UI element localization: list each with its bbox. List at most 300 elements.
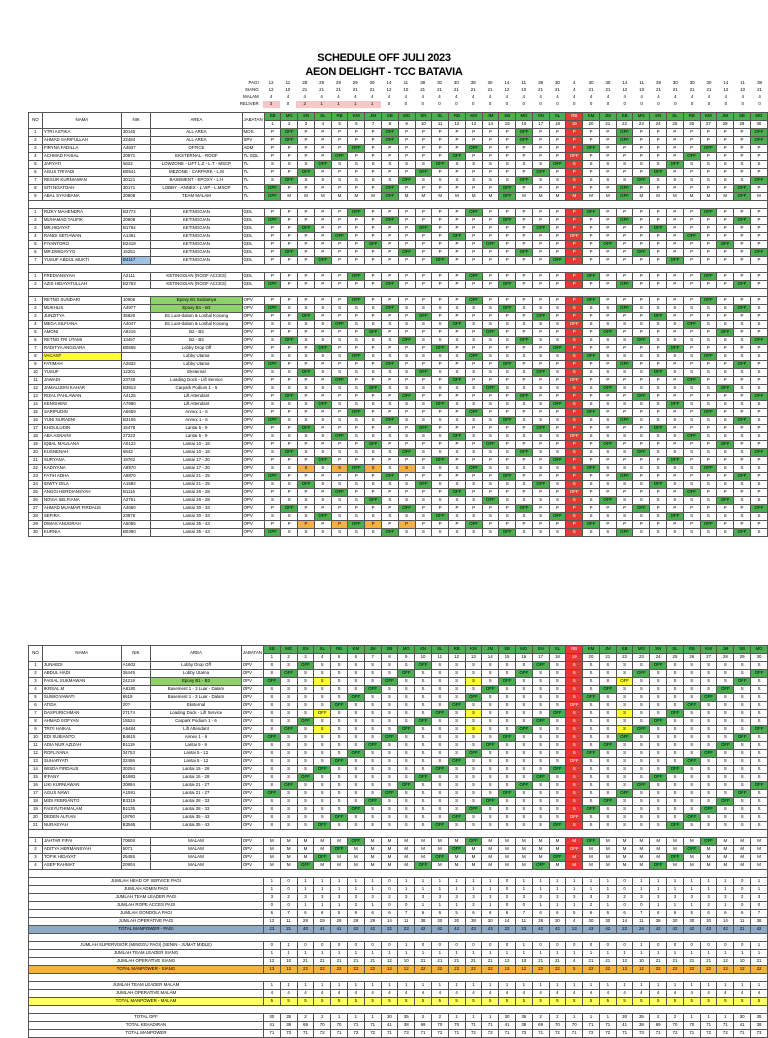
- summary-value: 10: [633, 958, 650, 966]
- shift-cell: S: [700, 774, 717, 782]
- row-jabatan: GDL: [242, 281, 264, 289]
- shift-cell: S: [566, 513, 583, 521]
- summary-value: 43: [700, 926, 717, 934]
- day-name-cell: KM: [583, 113, 600, 121]
- shift-cell: S: [280, 734, 297, 742]
- summary-value: 5: [650, 998, 667, 1006]
- shift-cell: S: [532, 305, 549, 313]
- shift-cell: P: [633, 241, 650, 249]
- shift-cell: P: [633, 257, 650, 265]
- shift-cell: OFF: [264, 217, 281, 225]
- shift-cell: M: [381, 862, 398, 870]
- shift-cell: P: [415, 377, 432, 385]
- shift-cell: M: [364, 846, 381, 854]
- row-area: Lobby Drop Off: [151, 345, 242, 353]
- shift-cell: P: [616, 241, 633, 249]
- summary-value: 3: [364, 894, 381, 902]
- shift-cell: OFF: [616, 129, 633, 137]
- shift-cell: S: [297, 710, 314, 718]
- day-name-cell: KM: [347, 646, 364, 654]
- date-cell: 18: [549, 654, 566, 662]
- shift-cell: S: [381, 702, 398, 710]
- shift-cell: S: [347, 702, 364, 710]
- summary-value: 42: [448, 926, 465, 934]
- summary-value: 38: [465, 918, 482, 926]
- shift-count-cell: 2: [296, 101, 313, 108]
- shift-cell: S: [599, 449, 616, 457]
- row-nama: AMONI: [42, 329, 121, 337]
- summary-value: 1: [448, 902, 465, 910]
- shift-cell: S: [482, 734, 499, 742]
- shift-cell: OFF: [264, 281, 281, 289]
- table-row: [29, 457, 768, 465]
- shift-cell: M: [482, 862, 499, 870]
- shift-cell: M: [566, 862, 583, 870]
- summary-value: 4: [683, 990, 700, 998]
- shift-count-cell: 0: [573, 101, 576, 107]
- shift-cell: S: [280, 694, 297, 702]
- shift-cell: OFF: [314, 457, 331, 465]
- summary-row: [29, 902, 768, 910]
- table-row: [29, 193, 768, 201]
- shift-cell: S: [750, 481, 767, 489]
- row-nik: A4125: [121, 393, 150, 401]
- shift-cell: S: [398, 798, 415, 806]
- shift-cell: P: [398, 425, 415, 433]
- shift-count-cell: 21: [453, 87, 459, 93]
- summary-value: 1: [482, 886, 499, 894]
- shift-cell: S: [549, 529, 566, 537]
- shift-cell: S: [465, 449, 482, 457]
- shift-cell: M: [583, 862, 600, 870]
- column-nama: NAMA: [42, 113, 121, 129]
- shift-cell: OFF: [599, 441, 616, 449]
- shift-cell: P: [381, 145, 398, 153]
- shift-cell: P: [465, 257, 482, 265]
- shift-cell: P: [298, 297, 315, 305]
- shift-cell: S: [616, 449, 633, 457]
- shift-cell: P: [633, 225, 650, 233]
- shift-cell: OFF: [465, 806, 482, 814]
- row-nik: 24219: [121, 678, 150, 686]
- summary-value: 2: [532, 1014, 549, 1022]
- shift-cell: S: [515, 822, 532, 830]
- summary-value: 1: [415, 982, 432, 990]
- shift-cell: S: [381, 798, 398, 806]
- shift-cell: P: [432, 409, 449, 417]
- day-name-cell: SB: [263, 646, 280, 654]
- shift-cell: P: [482, 313, 499, 321]
- shift-cell: S: [465, 798, 482, 806]
- row-nama: ABA ASNAINI: [42, 433, 121, 441]
- row-no: 24: [29, 481, 43, 489]
- shift-cell: P: [717, 257, 734, 265]
- shift-cell: P: [482, 409, 499, 417]
- shift-cell: S: [398, 686, 415, 694]
- shift-cell: P: [398, 313, 415, 321]
- shift-cell: S: [532, 513, 549, 521]
- blank-cell: [28, 80, 150, 87]
- shift-cell: M: [482, 846, 499, 854]
- summary-value: 35: [398, 1014, 415, 1022]
- shift-cell: OFF: [616, 217, 633, 225]
- summary-value: 3: [515, 894, 532, 902]
- shift-cell: P: [348, 489, 365, 497]
- shift-cell: OFF: [415, 369, 432, 377]
- shift-cell: S: [499, 670, 516, 678]
- shift-cell: P: [532, 409, 549, 417]
- shift-cell: S: [734, 822, 751, 830]
- shift-cell: OFF: [650, 481, 667, 489]
- shift-cell: S: [314, 814, 331, 822]
- row-area: Lantai 5 - 9: [151, 433, 242, 441]
- shift-cell: S: [583, 726, 600, 734]
- shift-cell: S: [650, 702, 667, 710]
- shift-cell: P: [398, 209, 415, 217]
- shift-cell: P: [281, 169, 298, 177]
- shift-cell: S: [431, 782, 448, 790]
- shift-count-cell: 10: [285, 87, 291, 93]
- shift-cell: OFF: [566, 702, 583, 710]
- shift-cell: P: [482, 457, 499, 465]
- shift-cell: P: [683, 257, 700, 265]
- shift-cell: S: [549, 337, 566, 345]
- shift-cell: S: [650, 353, 667, 361]
- day-name-cell: SB: [381, 646, 398, 654]
- shift-cell: OFF: [314, 257, 331, 265]
- shift-cell: S: [667, 814, 684, 822]
- shift-cell: S: [364, 694, 381, 702]
- shift-cell: M: [751, 854, 768, 862]
- summary-label: JUMLAH SUPERVISOR (MINGGU PAGI) (SENIN - JUMAT MIDLE): [29, 942, 264, 950]
- row-jabatan: OPV: [241, 670, 263, 678]
- shift-cell: S: [616, 750, 633, 758]
- shift-cell: P: [432, 505, 449, 513]
- shift-cell: S: [566, 774, 583, 782]
- shift-cell: P: [365, 233, 382, 241]
- row-jabatan: OPV: [242, 505, 264, 513]
- shift-cell: S: [415, 465, 432, 473]
- shift-cell: S: [616, 702, 633, 710]
- shift-cell: OFF: [717, 441, 734, 449]
- shift-cell: S: [499, 694, 516, 702]
- shift-cell: S: [599, 353, 616, 361]
- row-jabatan: OPV: [241, 798, 263, 806]
- shift-cell: S: [650, 161, 667, 169]
- shift-cell: S: [331, 385, 348, 393]
- shift-cell: OFF: [482, 686, 499, 694]
- summary-value: 1: [599, 950, 616, 958]
- shift-cell: S: [734, 433, 751, 441]
- date-cell: 27: [700, 654, 717, 662]
- summary-value: 43: [583, 926, 600, 934]
- table-row: [29, 529, 768, 537]
- shift-cell: P: [599, 209, 616, 217]
- shift-cell: M: [633, 854, 650, 862]
- shift-cell: P: [666, 185, 683, 193]
- shift-cell: P: [549, 297, 566, 305]
- shift-cell: S: [734, 686, 751, 694]
- summary-value: 1: [515, 878, 532, 886]
- shift-cell: S: [298, 449, 315, 457]
- shift-cell: S: [298, 161, 315, 169]
- shift-count-cell: 4: [337, 94, 340, 100]
- shift-cell: P: [465, 241, 482, 249]
- row-area: Lantai 10 - 16: [151, 441, 242, 449]
- summary-value: 70: [314, 1022, 331, 1030]
- row-no: 11: [29, 742, 43, 750]
- shift-cell: OFF: [599, 329, 616, 337]
- shift-cell: S: [499, 726, 516, 734]
- shift-cell: P: [365, 185, 382, 193]
- row-area: Lantai 35 - 43: [151, 529, 242, 537]
- summary-value: 14: [616, 918, 633, 926]
- row-area: Lobby Utama: [151, 670, 242, 678]
- shift-cell: S: [415, 513, 432, 521]
- shift-count-cell: 14: [723, 80, 729, 86]
- table-row: [29, 233, 768, 241]
- summary-value: 1: [381, 982, 398, 990]
- summary-value: 1: [650, 886, 667, 894]
- shift-cell: S: [381, 337, 398, 345]
- shift-cell: OFF: [499, 217, 516, 225]
- shift-cell: S: [717, 417, 734, 425]
- shift-cell: M: [566, 854, 583, 862]
- shift-cell: S: [666, 385, 683, 393]
- shift-cell: S: [683, 401, 700, 409]
- shift-cell: OFF: [298, 169, 315, 177]
- summary-value: 3: [331, 894, 348, 902]
- summary-value: 29: [347, 918, 364, 926]
- row-nama: AZIS HIDAYATULLAH: [42, 281, 121, 289]
- shift-cell: S: [415, 782, 432, 790]
- shift-cell: S: [499, 702, 516, 710]
- table-row: [29, 806, 768, 814]
- summary-value: 0: [280, 878, 297, 886]
- shift-cell: S: [717, 321, 734, 329]
- summary-value: 21: [415, 958, 432, 966]
- shift-cell: P: [415, 457, 432, 465]
- summary-value: 5: [297, 998, 314, 1006]
- row-nik: B4615: [121, 734, 150, 742]
- shift-cell: S: [298, 177, 315, 185]
- shift-cell: P: [750, 329, 767, 337]
- shift-cell: S: [297, 766, 314, 774]
- table-row: [29, 521, 768, 529]
- shift-cell: M: [515, 838, 532, 846]
- shift-cell: S: [398, 806, 415, 814]
- shift-cell: P: [516, 233, 533, 241]
- shift-cell: S: [348, 385, 365, 393]
- shift-cell: S: [499, 686, 516, 694]
- summary-value: 1: [532, 982, 549, 990]
- shift-cell: S: [381, 177, 398, 185]
- shift-cell: P: [449, 297, 466, 305]
- day-name-cell: SL: [314, 113, 331, 121]
- shift-cell: S: [717, 782, 734, 790]
- shift-cell: S: [331, 449, 348, 457]
- shift-cell: S: [297, 822, 314, 830]
- shift-cell: M: [263, 854, 280, 862]
- shift-cell: P: [415, 233, 432, 241]
- shift-cell: S: [449, 529, 466, 537]
- shift-cell: S: [364, 782, 381, 790]
- table-row: [29, 369, 768, 377]
- row-no: 20: [29, 814, 43, 822]
- shift-cell: OFF: [381, 790, 398, 798]
- shift-cell: P: [566, 409, 583, 417]
- shift-cell: P: [415, 409, 432, 417]
- shift-cell: P: [365, 209, 382, 217]
- shift-cell: OFF: [482, 441, 499, 449]
- shift-cell: S: [347, 758, 364, 766]
- summary-value: 1: [532, 902, 549, 910]
- row-nama: SITI NGATOAH: [42, 185, 121, 193]
- shift-cell: S: [431, 702, 448, 710]
- table-row: [29, 846, 768, 854]
- shift-cell: S: [667, 734, 684, 742]
- date-cell: 6: [348, 121, 365, 129]
- shift-cell: OFF: [549, 161, 566, 169]
- shift-cell: OFF: [347, 694, 364, 702]
- shift-cell: OFF: [516, 337, 533, 345]
- row-jabatan: OPV: [241, 822, 263, 830]
- summary-value: 4: [667, 990, 684, 998]
- shift-cell: S: [599, 710, 616, 718]
- shift-cell: S: [683, 177, 700, 185]
- summary-value: 21: [431, 958, 448, 966]
- shift-cell: P: [398, 329, 415, 337]
- shift-cell: OFF: [516, 129, 533, 137]
- shift-cell: P: [499, 313, 516, 321]
- shift-count-cell: 4: [573, 80, 576, 86]
- shift-cell: S: [717, 481, 734, 489]
- shift-cell: P: [331, 145, 348, 153]
- shift-cell: S: [398, 790, 415, 798]
- row-jabatan: OPV: [242, 529, 264, 537]
- shift-cell: P: [314, 297, 331, 305]
- shift-cell: S: [449, 497, 466, 505]
- row-nik: 30254: [121, 766, 150, 774]
- row-nama: MIDI FEBRIANTO: [42, 798, 121, 806]
- summary-value: 1: [599, 902, 616, 910]
- summary-value: 1: [398, 878, 415, 886]
- summary-value: 71: [717, 1022, 734, 1030]
- shift-cell: P: [398, 145, 415, 153]
- shift-cell: S: [734, 798, 751, 806]
- summary-value: 38: [650, 918, 667, 926]
- shift-cell: OFF: [734, 281, 751, 289]
- shift-cell: OFF: [633, 726, 650, 734]
- shift-cell: S: [516, 465, 533, 473]
- shift-cell: S: [381, 513, 398, 521]
- shift-cell: P: [482, 233, 499, 241]
- shift-cell: P: [365, 217, 382, 225]
- shift-cell: S: [700, 417, 717, 425]
- date-cell: 4: [314, 121, 331, 129]
- summary-value: 5: [566, 910, 583, 918]
- summary-value: 10: [734, 958, 751, 966]
- shift-cell: P: [331, 273, 348, 281]
- shift-cell: P: [499, 153, 516, 161]
- shift-cell: S: [381, 465, 398, 473]
- date-cell: 17: [532, 654, 549, 662]
- shift-cell: S: [583, 305, 600, 313]
- summary-value: 21: [650, 958, 667, 966]
- shift-cell: P: [482, 169, 499, 177]
- shift-cell: P: [348, 249, 365, 257]
- shift-cell: S: [381, 782, 398, 790]
- shift-cell: S: [650, 806, 667, 814]
- shift-cell: S: [432, 337, 449, 345]
- shift-cell: S: [482, 782, 499, 790]
- shift-cell: S: [683, 161, 700, 169]
- row-jabatan: OPV: [242, 489, 264, 497]
- summary-value: 2: [499, 894, 516, 902]
- shift-cell: S: [482, 670, 499, 678]
- shift-cell: S: [667, 758, 684, 766]
- shift-cell: P: [314, 473, 331, 481]
- schedule-subtitle: AEON DELIGHT - TCC BATAVIA: [305, 66, 463, 78]
- shift-count-cell: 4: [303, 94, 306, 100]
- summary-value: 12: [381, 958, 398, 966]
- shift-cell: S: [532, 750, 549, 758]
- shift-cell: OFF: [348, 521, 365, 529]
- shift-cell: P: [717, 185, 734, 193]
- shift-cell: S: [347, 742, 364, 750]
- summary-value: 71: [448, 1030, 465, 1038]
- shift-cell: P: [666, 377, 683, 385]
- table-row: [29, 385, 768, 393]
- summary-value: 4: [734, 990, 751, 998]
- shift-cell: S: [264, 401, 281, 409]
- shift-cell: S: [717, 353, 734, 361]
- summary-value: 1: [431, 982, 448, 990]
- summary-value: 3: [465, 894, 482, 902]
- shift-cell: P: [365, 257, 382, 265]
- summary-value: 71: [415, 1030, 432, 1038]
- shift-cell: S: [515, 774, 532, 782]
- row-area: B2 - B3: [151, 337, 242, 345]
- shift-cell: S: [633, 742, 650, 750]
- shift-cell: S: [516, 529, 533, 537]
- summary-value: 12: [616, 958, 633, 966]
- shift-cell: P: [365, 169, 382, 177]
- shift-cell: OFF: [499, 473, 516, 481]
- shift-cell: P: [482, 505, 499, 513]
- shift-cell: OFF: [650, 169, 667, 177]
- shift-cell: S: [381, 369, 398, 377]
- shift-cell: P: [398, 241, 415, 249]
- summary-label: JUMLAH TEAM LEADER MALAM: [29, 982, 264, 990]
- shift-cell: S: [700, 385, 717, 393]
- shift-count-cell: 4: [640, 94, 643, 100]
- shift-cell: OFF: [264, 305, 281, 313]
- row-jabatan: OPV: [242, 393, 264, 401]
- shift-cell: P: [264, 345, 281, 353]
- shift-cell: P: [750, 345, 767, 353]
- shift-cell: P: [314, 489, 331, 497]
- shift-cell: P: [734, 345, 751, 353]
- shift-cell: OFF: [398, 505, 415, 513]
- shift-cell: S: [347, 782, 364, 790]
- shift-cell: P: [415, 209, 432, 217]
- shift-cell: OFF: [616, 417, 633, 425]
- shift-cell: P: [499, 441, 516, 449]
- summary-value: 1: [364, 878, 381, 886]
- summary-value: 71: [566, 1030, 583, 1038]
- summary-value: 6: [263, 910, 280, 918]
